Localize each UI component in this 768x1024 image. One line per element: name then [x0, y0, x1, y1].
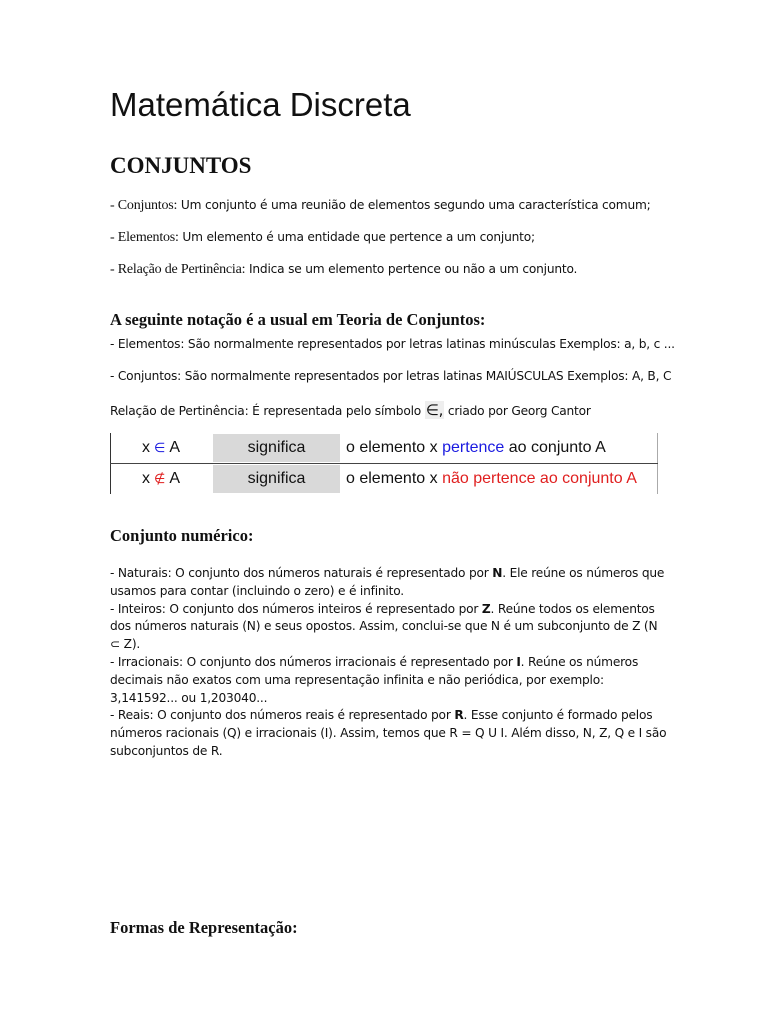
definition-pertinencia — [110, 262, 577, 278]
not-element-of-icon: ∉ — [154, 471, 166, 486]
meaning-highlight: pertence — [442, 439, 505, 456]
forms-heading: Formas de Representação: — [110, 918, 298, 937]
item-text: - Inteiros: O conjunto dos números inteiros é representado por — [110, 601, 482, 616]
definition-conjuntos — [110, 198, 651, 214]
membership-table — [110, 433, 658, 494]
item-text: - Irracionais: O conjunto dos números irracionais é representado por — [110, 654, 517, 669]
definition-term: - Conjuntos: — [110, 198, 178, 213]
definition-term: - Relação de Pertinência: — [110, 262, 246, 277]
notation-line-conjuntos: - Conjuntos: São normalmente representados por letras latinas MAIÚSCULAS Exemplos: A, B, C — [110, 369, 672, 383]
meaning-highlight: não pertence — [442, 470, 536, 487]
definition-text: Indica se um elemento pertence ou não a um conjunto. — [245, 262, 578, 276]
meaning-prefix: o elemento x — [346, 439, 443, 456]
meaning-cell — [346, 470, 637, 488]
expression-cell — [142, 439, 180, 457]
pertinence-suffix: criado por Georg Cantor — [444, 404, 591, 418]
set-symbol: N — [492, 566, 503, 580]
item-text: . Esse conjunto é formado pelos números racionais (Q) e irracionais (I). Assim, temos que R = Q U I. Além disso, N, Z, Q e I são subconjuntos de R. — [110, 708, 667, 758]
table-row — [110, 464, 658, 494]
element-of-symbol: ∈, — [425, 401, 444, 419]
item-text: . Ele reúne os números que usamos para contar (incluindo o zero) e é infinito. — [110, 566, 665, 598]
meaning-cell — [346, 439, 606, 457]
item-text: - Naturais: O conjunto dos números naturais é representado por — [110, 566, 493, 580]
element-variable: x — [142, 439, 150, 456]
set-variable: A — [169, 470, 180, 487]
definition-elementos — [110, 230, 535, 246]
expression-cell — [142, 470, 180, 488]
pertinence-prefix: Relação de Pertinência: É representada pelo símbolo — [110, 404, 425, 418]
element-variable: x — [142, 470, 150, 487]
definition-text: Um elemento é uma entidade que pertence a um conjunto; — [178, 230, 535, 244]
item-text: . Reúne todos os elementos dos números naturais (N) e seus opostos. Assim, conclui-se que N é um subconjunto de Z (N ⊂ Z). — [110, 601, 658, 652]
reais-item — [110, 707, 670, 760]
naturais-item — [110, 565, 670, 601]
inteiros-item — [110, 601, 670, 654]
item-text: - Reais: O conjunto dos números reais é representado por — [110, 708, 455, 723]
irracionais-item — [110, 654, 670, 707]
significa-cell: significa — [213, 434, 340, 462]
set-symbol: I — [516, 654, 521, 669]
numeric-heading: Conjunto numérico: — [110, 526, 254, 545]
meaning-suffix: ao conjunto A — [504, 439, 606, 456]
notation-heading: A seguinte notação é a usual em Teoria de Conjuntos: — [110, 310, 486, 329]
definition-term: - Elementos: — [110, 230, 179, 245]
meaning-suffix: ao conjunto A — [535, 470, 637, 487]
notation-line-pertinencia — [110, 401, 591, 419]
table-row — [110, 433, 658, 463]
definition-text: Um conjunto é uma reunião de elementos segundo uma característica comum; — [177, 198, 651, 212]
numeric-sets-paragraph — [110, 565, 670, 761]
notation-line-elementos: - Elementos: São normalmente representados por letras latinas minúsculas Exemplos: a, b, c ... — [110, 337, 675, 351]
set-symbol: R — [454, 708, 464, 723]
set-symbol: Z — [481, 601, 491, 616]
element-of-icon: ∈ — [154, 440, 166, 455]
item-text: . Reúne os números decimais não exatos com uma representação infinita e não periódica, por exemplo: 3,141592... ou 1,203040... — [110, 654, 639, 705]
section-heading-conjuntos: CONJUNTOS — [110, 153, 252, 178]
significa-cell: significa — [213, 465, 340, 493]
page-title: Matemática Discreta — [110, 86, 411, 123]
meaning-prefix: o elemento x — [346, 470, 443, 487]
set-variable: A — [169, 439, 180, 456]
